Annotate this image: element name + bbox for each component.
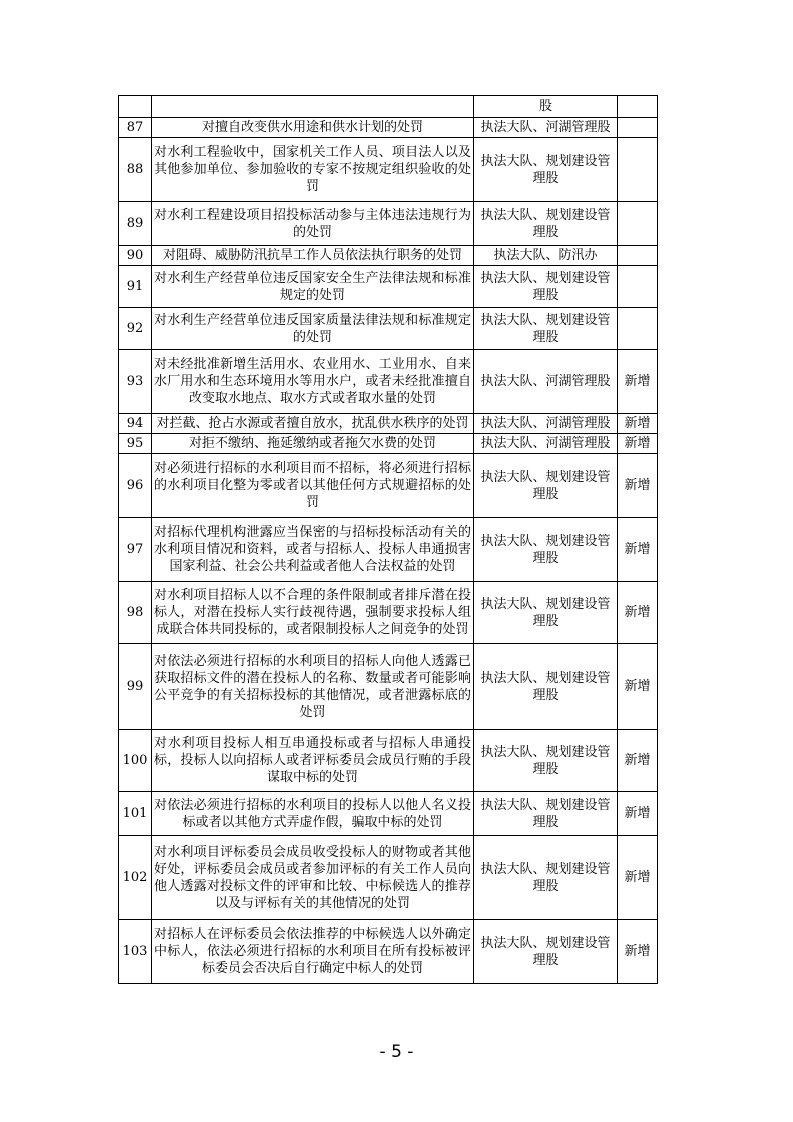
row-item: 对拒不缴纳、拖延缴纳或者拖欠水费的处罚 — [152, 434, 474, 454]
row-number: 97 — [119, 518, 152, 582]
row-note — [618, 246, 658, 266]
row-number: 91 — [119, 266, 152, 308]
row-note — [618, 266, 658, 308]
row-note: 新增 — [618, 792, 658, 836]
row-department: 执法大队、规划建设管理股 — [474, 308, 618, 350]
row-number: 96 — [119, 454, 152, 518]
row-department: 执法大队、规划建设管理股 — [474, 920, 618, 984]
row-item: 对水利工程建设项目招投标活动参与主体违法违规行为的处罚 — [152, 202, 474, 246]
row-item: 对拦截、抢占水源或者擅自放水，扰乱供水秩序的处罚 — [152, 414, 474, 434]
table-row — [119, 582, 658, 644]
row-department: 执法大队、河湖管理股 — [474, 350, 618, 414]
table-row — [119, 454, 658, 518]
row-department: 执法大队、规划建设管理股 — [474, 266, 618, 308]
row-note — [618, 118, 658, 138]
table-row — [119, 730, 658, 792]
row-item: 对招标人在评标委员会依法推荐的中标候选人以外确定中标人，依法必须进行招标的水利项目在所有投标被评标委员会否决后自行确定中标人的处罚 — [152, 920, 474, 984]
row-number: 88 — [119, 138, 152, 202]
table-row — [119, 202, 658, 246]
table-row — [119, 96, 658, 118]
row-note: 新增 — [618, 350, 658, 414]
row-department: 执法大队、河湖管理股 — [474, 118, 618, 138]
table-row — [119, 836, 658, 920]
row-item: 对水利生产经营单位违反国家质量法律法规和标准规定的处罚 — [152, 308, 474, 350]
row-department: 股 — [474, 96, 618, 118]
table-row — [119, 920, 658, 984]
row-item: 对擅自改变供水用途和供水计划的处罚 — [152, 118, 474, 138]
row-item: 对未经批准新增生活用水、农业用水、工业用水、自来水厂用水和生态环境用水等用水户，或者未经批准擅自改变取水地点、取水方式或者取水量的处罚 — [152, 350, 474, 414]
row-item — [152, 96, 474, 118]
row-item: 对必须进行招标的水利项目而不招标，将必须进行招标的水利项目化整为零或者以其他任何方式规避招标的处罚 — [152, 454, 474, 518]
table-row — [119, 350, 658, 414]
row-number: 101 — [119, 792, 152, 836]
row-department: 执法大队、规划建设管理股 — [474, 730, 618, 792]
row-note: 新增 — [618, 518, 658, 582]
page-number: - 5 - — [379, 1042, 414, 1062]
table-row — [119, 792, 658, 836]
row-note — [618, 96, 658, 118]
row-item: 对阻碍、威胁防汛抗旱工作人员依法执行职务的处罚 — [152, 246, 474, 266]
row-item: 对水利项目投标人相互串通投标或者与招标人串通投标，投标人以向招标人或者评标委员会成员行贿的手段谋取中标的处罚 — [152, 730, 474, 792]
row-item: 对水利项目招标人以不合理的条件限制或者排斥潜在投标人，对潜在投标人实行歧视待遇，强制要求投标人组成联合体共同投标的，或者限制投标人之间竞争的处罚 — [152, 582, 474, 644]
row-number: 90 — [119, 246, 152, 266]
row-number: 93 — [119, 350, 152, 414]
row-note: 新增 — [618, 582, 658, 644]
row-note: 新增 — [618, 414, 658, 434]
row-number: 89 — [119, 202, 152, 246]
row-note — [618, 138, 658, 202]
table-row — [119, 434, 658, 454]
row-note: 新增 — [618, 454, 658, 518]
row-number: 95 — [119, 434, 152, 454]
row-note: 新增 — [618, 434, 658, 454]
table-row — [119, 644, 658, 730]
table-row — [119, 518, 658, 582]
row-note — [618, 202, 658, 246]
row-note: 新增 — [618, 644, 658, 730]
table-row — [119, 266, 658, 308]
row-item: 对依法必须进行招标的水利项目的招标人向他人透露已获取招标文件的潜在投标人的名称、数量或者可能影响公平竞争的有关招标投标的其他情况，或者泄露标底的处罚 — [152, 644, 474, 730]
row-department: 执法大队、河湖管理股 — [474, 414, 618, 434]
row-item: 对水利生产经营单位违反国家安全生产法律法规和标准规定的处罚 — [152, 266, 474, 308]
table-row — [119, 308, 658, 350]
row-number: 103 — [119, 920, 152, 984]
row-department: 执法大队、规划建设管理股 — [474, 836, 618, 920]
row-department: 执法大队、规划建设管理股 — [474, 644, 618, 730]
row-number: 94 — [119, 414, 152, 434]
penalty-items-table — [118, 95, 658, 984]
row-department: 执法大队、河湖管理股 — [474, 434, 618, 454]
row-note: 新增 — [618, 920, 658, 984]
row-department: 执法大队、规划建设管理股 — [474, 792, 618, 836]
row-number: 87 — [119, 118, 152, 138]
row-item: 对水利工程验收中，国家机关工作人员、项目法人以及其他参加单位、参加验收的专家不按规定组织验收的处罚 — [152, 138, 474, 202]
table-row — [119, 138, 658, 202]
row-number: 102 — [119, 836, 152, 920]
row-note: 新增 — [618, 836, 658, 920]
row-item: 对依法必须进行招标的水利项目的投标人以他人名义投标或者以其他方式弄虚作假，骗取中标的处罚 — [152, 792, 474, 836]
row-department: 执法大队、防汛办 — [474, 246, 618, 266]
row-note: 新增 — [618, 730, 658, 792]
table-row — [119, 118, 658, 138]
row-department: 执法大队、规划建设管理股 — [474, 518, 618, 582]
row-number: 92 — [119, 308, 152, 350]
row-item: 对水利项目评标委员会成员收受投标人的财物或者其他好处，评标委员会成员或者参加评标的有关工作人员向他人透露对投标文件的评审和比较、中标候选人的推荐以及与评标有关的其他情况的处罚 — [152, 836, 474, 920]
row-department: 执法大队、规划建设管理股 — [474, 202, 618, 246]
row-number: 100 — [119, 730, 152, 792]
row-number: 98 — [119, 582, 152, 644]
row-department: 执法大队、规划建设管理股 — [474, 582, 618, 644]
table-row — [119, 414, 658, 434]
row-number: 99 — [119, 644, 152, 730]
row-department: 执法大队、规划建设管理股 — [474, 138, 618, 202]
row-department: 执法大队、规划建设管理股 — [474, 454, 618, 518]
row-number — [119, 96, 152, 118]
row-note — [618, 308, 658, 350]
row-item: 对招标代理机构泄露应当保密的与招标投标活动有关的水利项目情况和资料，或者与招标人、投标人串通损害国家利益、社会公共利益或者他人合法权益的处罚 — [152, 518, 474, 582]
table-row — [119, 246, 658, 266]
